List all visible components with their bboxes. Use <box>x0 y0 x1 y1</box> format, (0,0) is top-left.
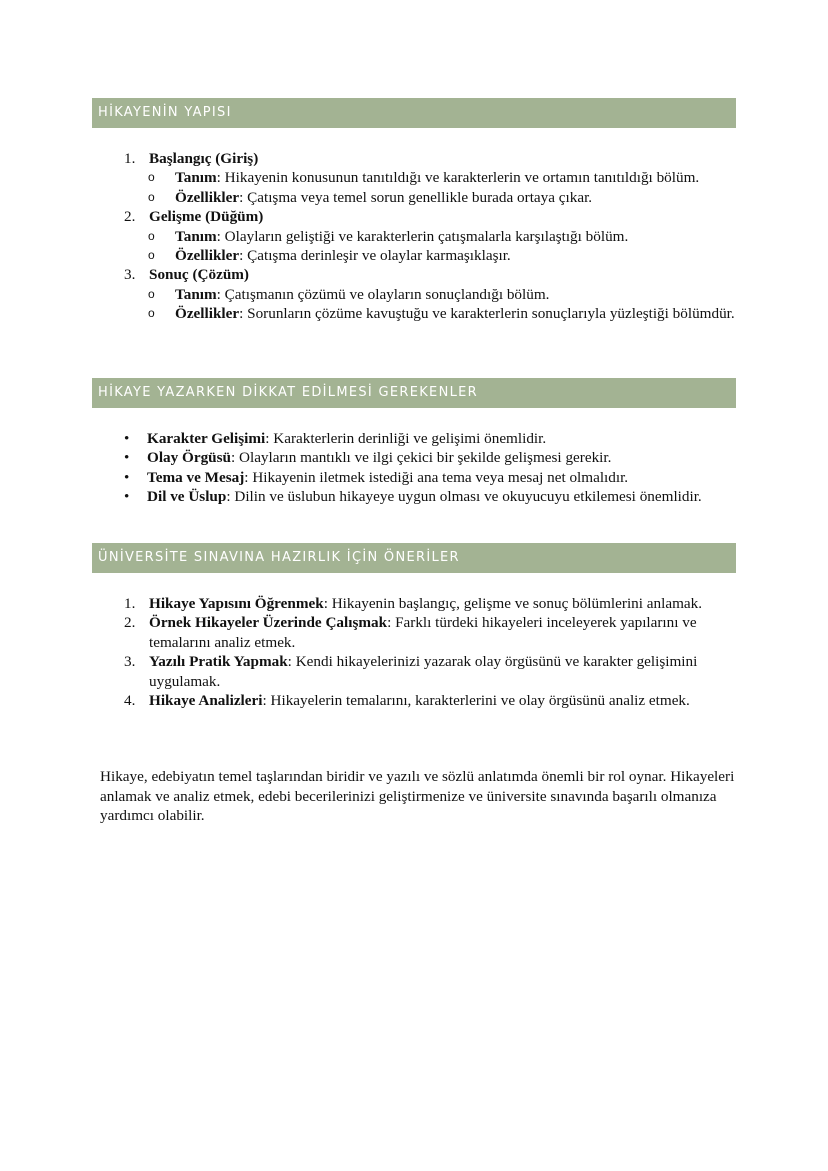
list-item <box>122 429 722 448</box>
item-title: Başlangıç (Giriş) <box>149 150 259 167</box>
sub-text: : Olayların geliştiği ve karakterlerin çatışmalarla karşılaştığı bölüm. <box>216 227 629 245</box>
circle-bullet-icon: o <box>148 306 155 321</box>
item-label: Hikaye Analizleri <box>149 692 263 710</box>
circle-bullet-icon: o <box>148 189 155 204</box>
sub-label: Özellikler <box>175 188 240 206</box>
structure-list <box>124 149 736 324</box>
sub-label: Özellikler <box>175 247 240 265</box>
list-item <box>124 652 704 691</box>
item-text: : Hikayenin başlangıç, gelişme ve sonuç bölümlerini anlamak. <box>323 595 703 612</box>
closing-paragraph: Hikaye, edebiyatın temel taşlarından biridir ve yazılı ve sözlü anlatımda önemli bir rol oynar. Hikayeleri anlamak ve analiz etmek, edebi becerilerinizi geliştirmenize ve üniversite sınavında başarılı olmanıza yardımcı olabilir. <box>100 768 735 825</box>
list-item <box>124 691 704 710</box>
list-item <box>124 149 736 207</box>
sub-item <box>124 188 736 207</box>
section-heading-exam-tips: ÜNİVERSİTE SINAVINA HAZIRLIK İÇİN ÖNERİLER <box>92 543 736 573</box>
item-title: Sonuç (Çözüm) <box>149 266 249 284</box>
bullet-label: Tema ve Mesaj <box>147 468 245 486</box>
item-number: 3. <box>124 266 136 284</box>
item-label: Hikaye Yapısını Öğrenmek <box>149 595 324 612</box>
item-text: : Farklı türdeki hikayeleri inceleyerek yapılarını ve temalarını analiz etmek. <box>149 614 697 651</box>
item-number: 4. <box>124 692 136 710</box>
item-label: Örnek Hikayeler Üzerinde Çalışmak <box>149 614 388 632</box>
bullet-label: Olay Örgüsü <box>147 449 231 467</box>
sub-label: Özellikler <box>175 305 240 323</box>
list-item <box>124 594 704 613</box>
item-number: 2. <box>124 208 136 226</box>
bullet-text: : Hikayenin iletmek istediği ana tema veya mesaj net olmalıdır. <box>244 468 629 486</box>
circle-bullet-icon: o <box>148 228 155 243</box>
sub-label: Tanım <box>175 169 217 187</box>
bullet-icon: • <box>124 468 130 486</box>
bullet-text: : Olayların mantıklı ve ilgi çekici bir şekilde gelişmesi gerekir. <box>230 449 612 467</box>
item-number: 1. <box>124 595 136 612</box>
circle-bullet-icon: o <box>148 286 155 301</box>
sub-item <box>124 246 736 265</box>
list-item <box>122 468 722 487</box>
section-heading-writing-tips: HİKAYE YAZARKEN DİKKAT EDİLMESİ GEREKENLER <box>92 378 736 408</box>
list-item <box>124 613 704 652</box>
bullet-text: : Karakterlerin derinliği ve gelişimi önemlidir. <box>265 430 547 447</box>
sub-text: : Çatışma veya temel sorun genellikle burada ortaya çıkar. <box>239 188 593 206</box>
item-number: 3. <box>124 653 136 671</box>
list-item <box>124 207 736 265</box>
list-item <box>122 448 722 467</box>
bullet-label: Karakter Gelişimi <box>147 430 266 447</box>
sub-label: Tanım <box>175 285 217 303</box>
sub-text: : Çatışma derinleşir ve olaylar karmaşıklaşır. <box>239 247 511 265</box>
bullet-icon: • <box>124 449 130 467</box>
sub-text: : Hikayenin konusunun tanıtıldığı ve karakterlerin ve ortamın tanıtıldığı bölüm. <box>216 169 700 187</box>
bullet-text: : Dilin ve üslubun hikayeye uygun olması ve okuyucuyu etkilemesi önemlidir. <box>226 488 702 506</box>
sub-item <box>124 285 736 304</box>
list-item <box>122 487 722 506</box>
sub-text: : Çatışmanın çözümü ve olayların sonuçlandığı bölüm. <box>216 285 550 303</box>
writing-tips-list <box>122 429 722 507</box>
list-item <box>124 265 736 323</box>
bullet-icon: • <box>124 430 130 447</box>
sub-label: Tanım <box>175 227 217 245</box>
sub-item <box>124 304 736 323</box>
item-text: : Kendi hikayelerinizi yazarak olay örgüsünü ve karakter gelişimini uygulamak. <box>149 653 698 690</box>
item-number: 1. <box>124 150 136 167</box>
circle-bullet-icon: o <box>148 170 155 185</box>
bullet-label: Dil ve Üslup <box>147 488 227 506</box>
item-text: : Hikayelerin temalarını, karakterlerini ve olay örgüsünü analiz etmek. <box>262 692 690 710</box>
section-heading-structure: HİKAYENİN YAPISI <box>92 98 736 128</box>
exam-tips-list <box>124 594 704 710</box>
sub-item <box>124 168 736 187</box>
item-number: 2. <box>124 614 136 632</box>
circle-bullet-icon: o <box>148 248 155 263</box>
sub-item <box>124 227 736 246</box>
bullet-icon: • <box>124 488 130 506</box>
item-title: Gelişme (Düğüm) <box>149 208 264 226</box>
item-label: Yazılı Pratik Yapmak <box>149 653 288 671</box>
sub-text: : Sorunların çözüme kavuştuğu ve karakterlerin sonuçlarıyla yüzleştiği bölümdür. <box>239 305 735 323</box>
